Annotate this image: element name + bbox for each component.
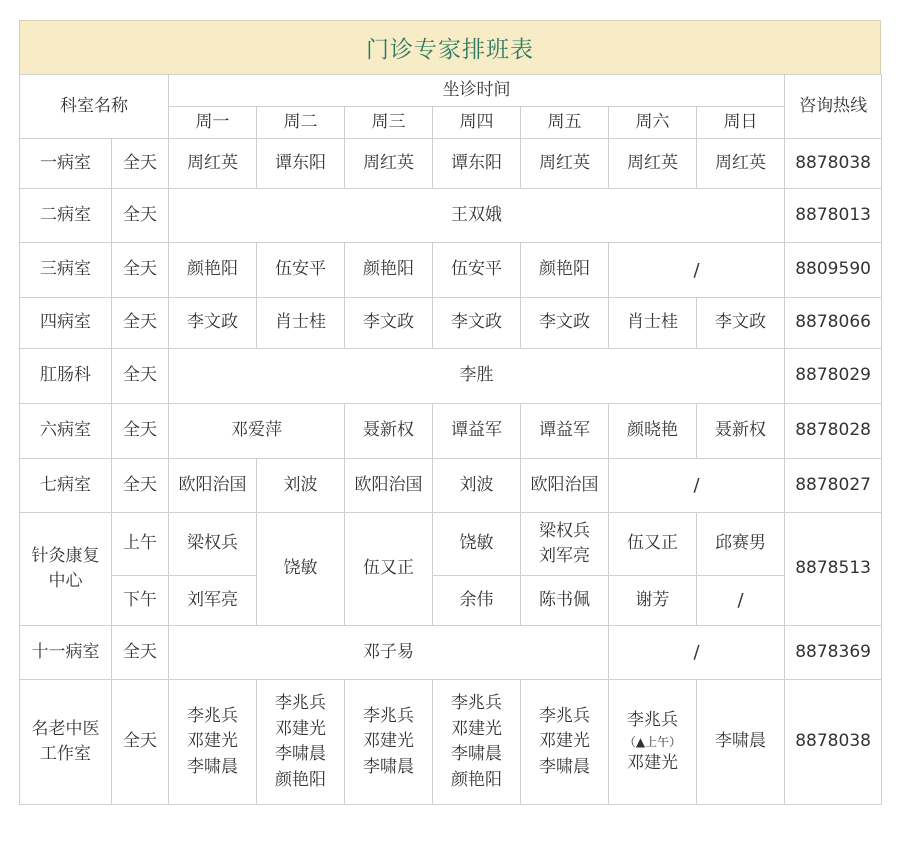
period: 全天 (112, 189, 169, 243)
period: 全天 (112, 626, 169, 680)
phone-number: 8878013 (785, 189, 882, 243)
dept-name: 肛肠科 (20, 349, 112, 404)
doctor-cell: 李文政 (169, 298, 257, 349)
doctor-name: 邓建光 (187, 731, 238, 752)
table-row (20, 680, 882, 805)
doctor-cell: 聂新权 (345, 404, 433, 459)
day-header-thu: 周四 (433, 107, 521, 139)
dept-name: 六病室 (20, 404, 112, 459)
period: 全天 (112, 349, 169, 404)
doctor-cell: 梁权兵 (169, 513, 257, 576)
doctor-cell (521, 513, 609, 576)
doctor-cell: 周红英 (169, 139, 257, 189)
doctor-cell: 颜艳阳 (169, 243, 257, 298)
phone-number: 8878066 (785, 298, 882, 349)
dept-name: 一病室 (20, 139, 112, 189)
doctor-cell: 肖士桂 (257, 298, 345, 349)
doctor-cell: 伍又正 (609, 513, 697, 576)
day-header-wed: 周三 (345, 107, 433, 139)
table-row (20, 459, 882, 513)
phone-number: 8878028 (785, 404, 882, 459)
doctor-cell: 李文政 (521, 298, 609, 349)
doctor-cell: 刘波 (433, 459, 521, 513)
day-header-mon: 周一 (169, 107, 257, 139)
doctor-cell: 邓子易 (169, 626, 609, 680)
doctor-cell: 饶敏 (433, 513, 521, 576)
period-pm: 下午 (112, 576, 169, 626)
table-row (20, 576, 882, 626)
table-row (20, 298, 882, 349)
phone-number: 8878369 (785, 626, 882, 680)
dept-name-line: 工作室 (40, 744, 91, 764)
doctor-cell: 刘波 (257, 459, 345, 513)
doctor-cell: 欧阳治国 (345, 459, 433, 513)
doctor-name: 颜艳阳 (275, 769, 326, 790)
table-row (20, 243, 882, 298)
doctor-cell: 欧阳治国 (169, 459, 257, 513)
period: 全天 (112, 298, 169, 349)
doctor-name: 邓建光 (275, 718, 326, 739)
doctor-cell: 李文政 (433, 298, 521, 349)
dept-name-line: 名老中医 (31, 718, 100, 739)
doctor-cell: 余伟 (433, 576, 521, 626)
dept-name: 十一病室 (20, 626, 112, 680)
day-header-sat: 周六 (609, 107, 697, 139)
dept-name: 七病室 (20, 459, 112, 513)
doctor-cell: 谭东阳 (433, 139, 521, 189)
dept-name (20, 680, 112, 805)
schedule-table (19, 74, 882, 805)
doctor-cell: 李胜 (169, 349, 785, 404)
doctor-cell: 伍安平 (257, 243, 345, 298)
no-clinic-cell: / (609, 459, 785, 513)
doctor-cell: 伍又正 (345, 513, 433, 626)
period: 全天 (112, 139, 169, 189)
doctor-cell: 谢芳 (609, 576, 697, 626)
phone-number: 8809590 (785, 243, 882, 298)
doctor-cell: 颜艳阳 (345, 243, 433, 298)
doctor-name: 李兆兵 (187, 705, 238, 726)
page-title: 门诊专家排班表 (19, 20, 881, 75)
doctor-name: 颜艳阳 (451, 769, 502, 790)
table-row (20, 513, 882, 576)
doctor-name: 李啸晨 (275, 744, 326, 764)
doctor-name: 李啸晨 (187, 756, 238, 777)
dept-name-line: 中心 (48, 571, 83, 591)
doctor-name: 李兆兵 (451, 693, 502, 713)
doctor-cell: 周红英 (697, 139, 785, 189)
no-clinic-cell: / (697, 576, 785, 626)
doctor-cell: 肖士桂 (609, 298, 697, 349)
doctor-cell: 李文政 (345, 298, 433, 349)
time-header: 坐诊时间 (169, 75, 785, 107)
doctor-name: 邓建光 (363, 731, 414, 752)
dept-name: 四病室 (20, 298, 112, 349)
doctor-name: 邓建光 (451, 718, 502, 739)
doctor-cell: 周红英 (609, 139, 697, 189)
morning-only-note: （▲上午） (623, 735, 682, 749)
period-am: 上午 (112, 513, 169, 576)
doctor-cell (345, 680, 433, 805)
period: 全天 (112, 459, 169, 513)
doctor-name: 李兆兵 (539, 705, 590, 726)
dept-name: 三病室 (20, 243, 112, 298)
doctor-cell: 刘军亮 (169, 576, 257, 626)
doctor-cell (433, 680, 521, 805)
day-header-tue: 周二 (257, 107, 345, 139)
doctor-cell: 周红英 (345, 139, 433, 189)
table-row (20, 189, 882, 243)
doctor-cell: 王双娥 (169, 189, 785, 243)
doctor-name: 李兆兵 (275, 693, 326, 713)
doctor-cell: 聂新权 (697, 404, 785, 459)
phone-number: 8878513 (785, 513, 882, 626)
table-row (20, 404, 882, 459)
day-header-fri: 周五 (521, 107, 609, 139)
phone-number: 8878029 (785, 349, 882, 404)
no-clinic-cell: / (609, 626, 785, 680)
period: 全天 (112, 243, 169, 298)
phone-number: 8878038 (785, 139, 882, 189)
doctor-name: 李啸晨 (451, 744, 502, 764)
doctor-cell: 颜艳阳 (521, 243, 609, 298)
phone-number: 8878027 (785, 459, 882, 513)
phone-number: 8878038 (785, 680, 882, 805)
doctor-cell: 李啸晨 (697, 680, 785, 805)
doctor-cell (257, 680, 345, 805)
doctor-cell: 邓爱萍 (169, 404, 345, 459)
dept-header: 科室名称 (20, 75, 169, 139)
doctor-cell (169, 680, 257, 805)
hotline-header: 咨询热线 (785, 75, 882, 139)
doctor-name: 邓建光 (539, 731, 590, 752)
doctor-name: 梁权兵 (539, 520, 590, 541)
table-row (20, 349, 882, 404)
doctor-name: 邓建光 (627, 753, 678, 773)
day-header-sun: 周日 (697, 107, 785, 139)
period: 全天 (112, 680, 169, 805)
doctor-cell: 谭益军 (521, 404, 609, 459)
schedule-sheet (19, 20, 881, 805)
doctor-name: 李兆兵 (627, 709, 678, 730)
doctor-cell: 伍安平 (433, 243, 521, 298)
doctor-cell (521, 680, 609, 805)
table-row (20, 626, 882, 680)
doctor-name: 李啸晨 (539, 756, 590, 777)
dept-name-line: 针灸康复 (31, 545, 100, 566)
doctor-cell: 颜晓艳 (609, 404, 697, 459)
doctor-name: 李啸晨 (363, 756, 414, 777)
doctor-cell: 谭东阳 (257, 139, 345, 189)
doctor-cell: 欧阳治国 (521, 459, 609, 513)
doctor-cell: 周红英 (521, 139, 609, 189)
header-row-1 (20, 75, 882, 107)
doctor-name: 刘军亮 (539, 546, 590, 566)
doctor-name: 李兆兵 (363, 705, 414, 726)
dept-name: 二病室 (20, 189, 112, 243)
doctor-cell: 饶敏 (257, 513, 345, 626)
doctor-cell: 邱赛男 (697, 513, 785, 576)
doctor-cell: 谭益军 (433, 404, 521, 459)
table-row (20, 139, 882, 189)
period: 全天 (112, 404, 169, 459)
no-clinic-cell: / (609, 243, 785, 298)
doctor-cell: 陈书佩 (521, 576, 609, 626)
dept-name (20, 513, 112, 626)
doctor-cell (609, 680, 697, 805)
doctor-cell: 李文政 (697, 298, 785, 349)
